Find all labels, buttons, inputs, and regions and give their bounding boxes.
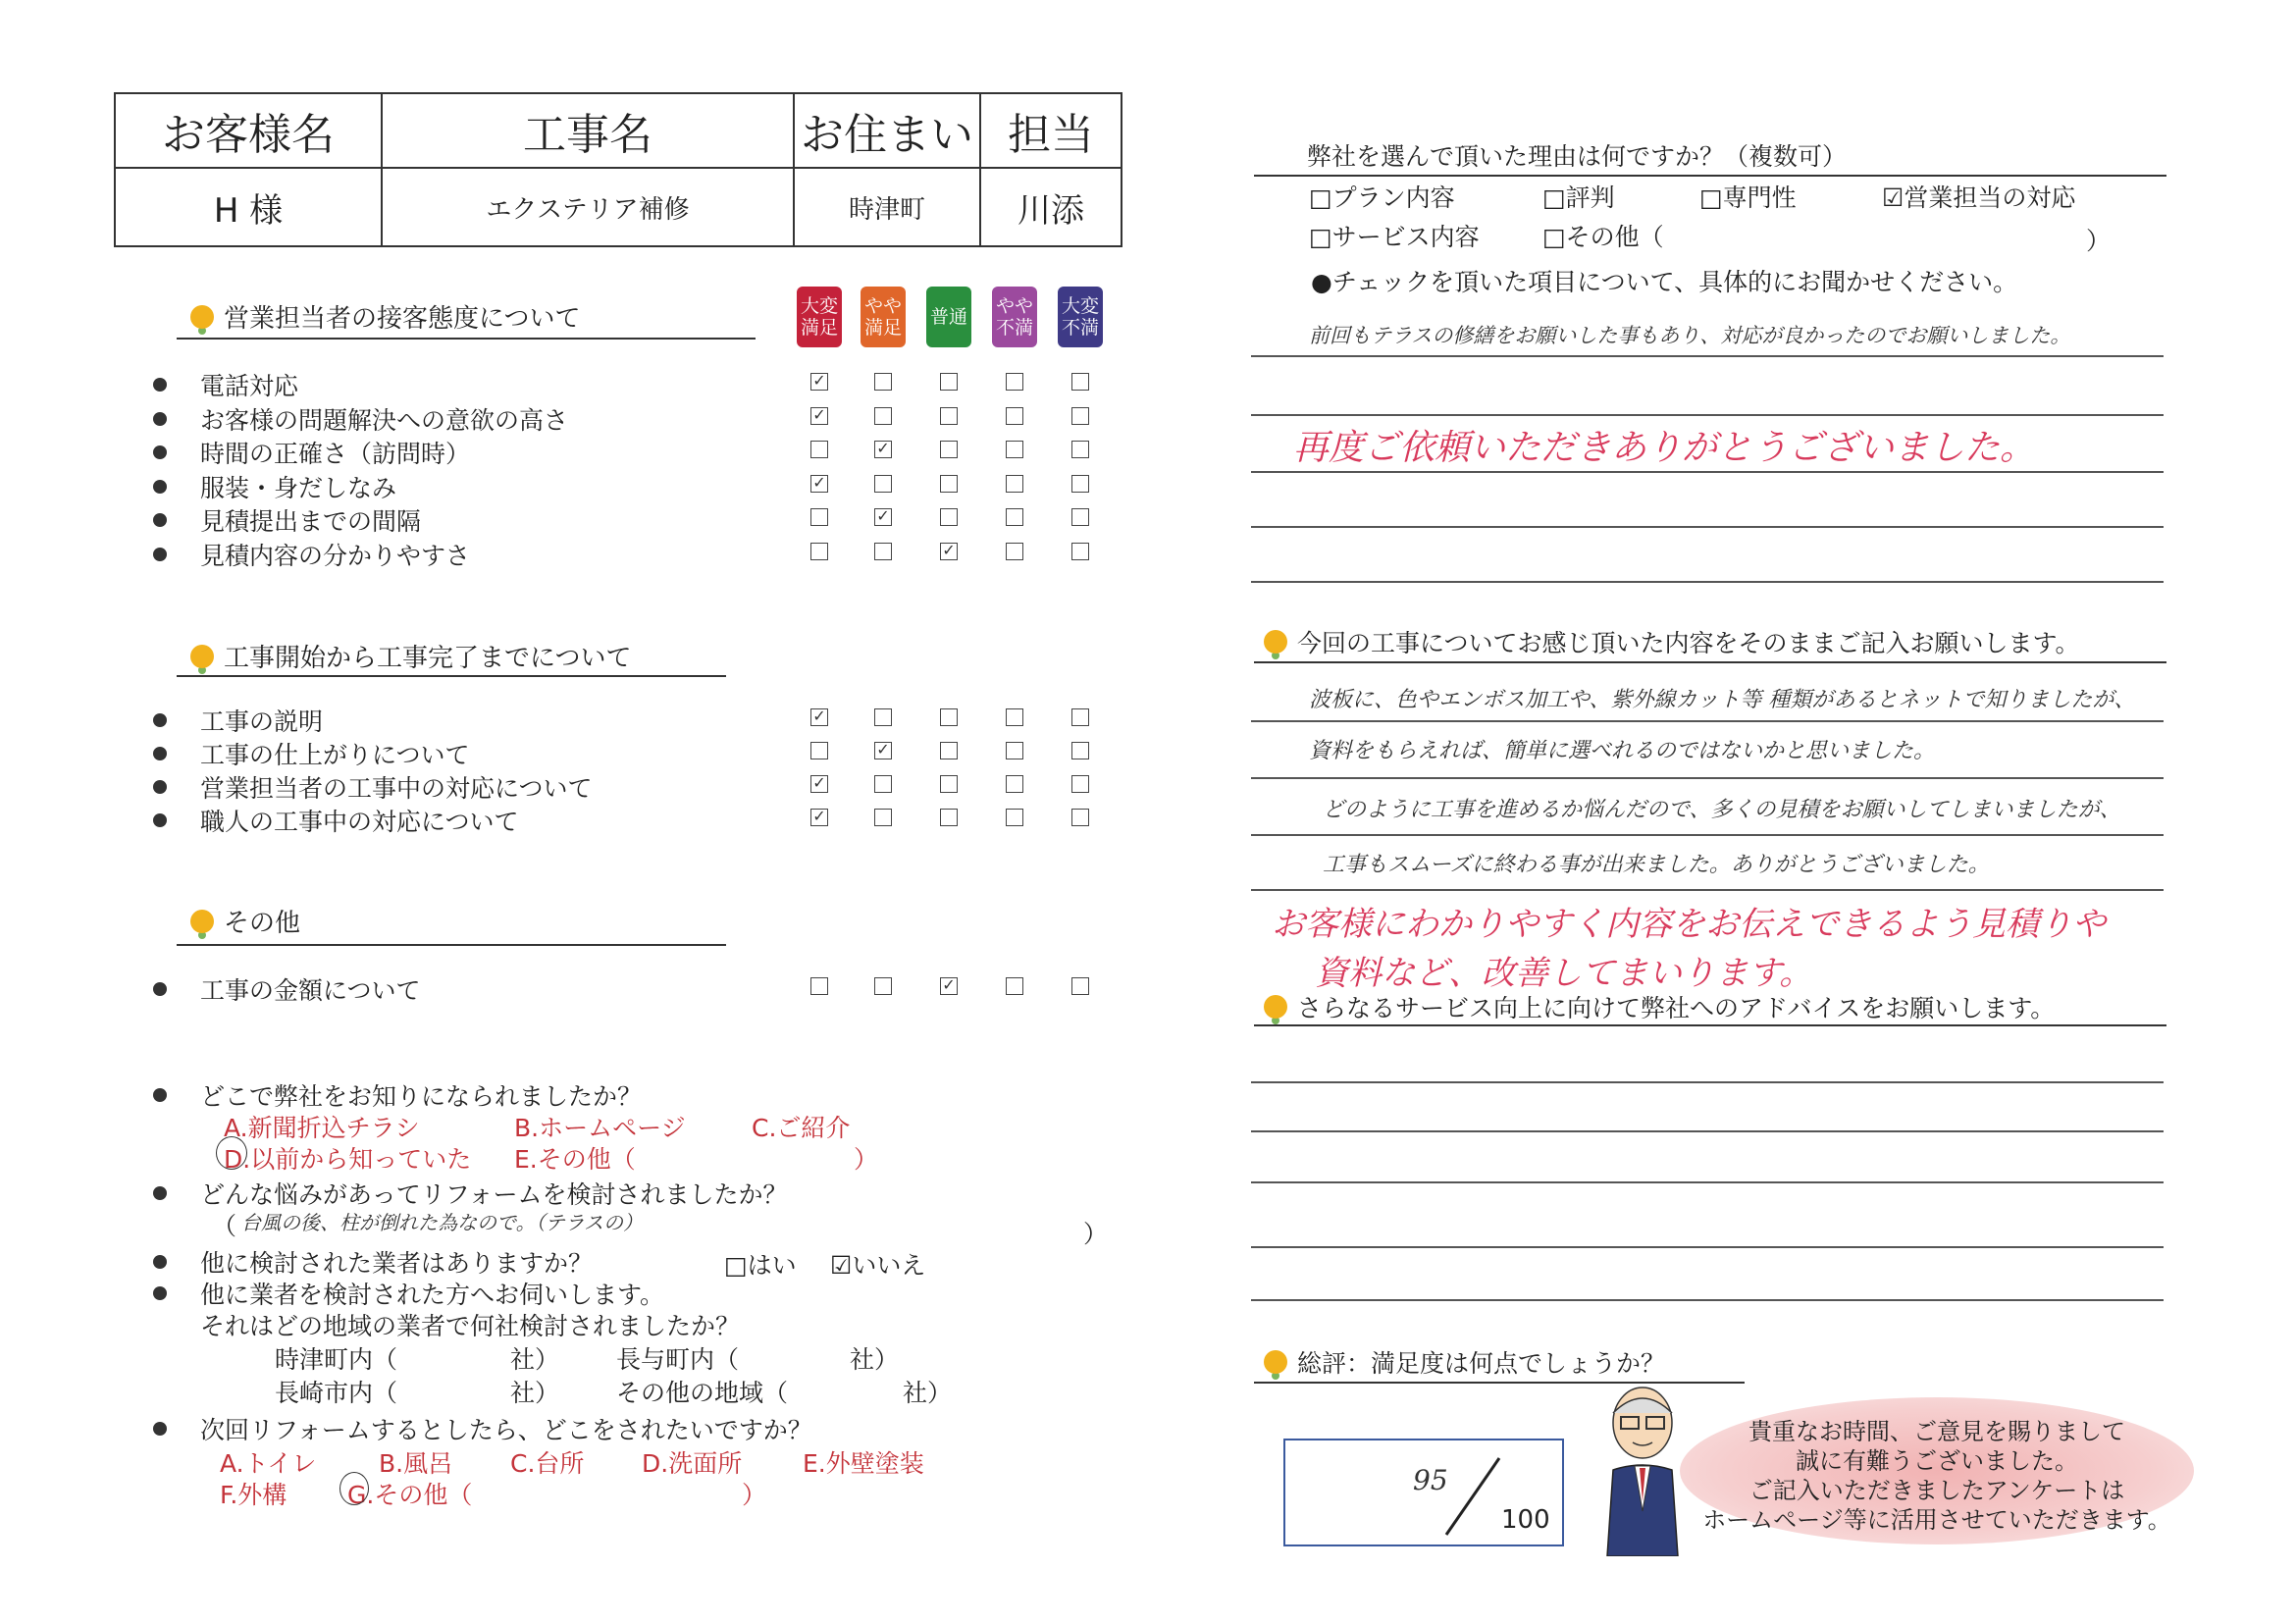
checkbox-checked[interactable]: ✓ xyxy=(810,475,828,493)
write-line xyxy=(1251,414,2164,416)
checkbox[interactable] xyxy=(1006,475,1023,493)
option-bath: B.風呂 xyxy=(379,1449,453,1478)
write-line xyxy=(1251,1299,2164,1301)
feel-title: 今回の工事についてお感じ頂いた内容をそのままご記入お願いします。 xyxy=(1264,624,2080,659)
section-title-construction: 工事開始から工事完了までについて xyxy=(190,638,631,674)
write-line xyxy=(1251,720,2164,722)
checkbox[interactable] xyxy=(874,475,892,493)
option-homepage: B.ホームページ xyxy=(514,1114,686,1142)
checkbox[interactable] xyxy=(1071,708,1089,726)
checklist-item-label: 営業担当者の工事中の対応について xyxy=(200,774,593,803)
flower-icon xyxy=(1264,630,1287,654)
checkbox[interactable] xyxy=(1006,441,1023,458)
header-label-address: お住まい xyxy=(801,110,973,160)
option-other2-close: ） xyxy=(742,1481,767,1509)
write-line xyxy=(1251,355,2164,357)
checkbox[interactable] xyxy=(1006,407,1023,425)
feel-line-1: 波板に、色やエンボス加工や、紫外線カット等 種類があるとネットで知りましたが、 xyxy=(1309,688,2136,712)
score-value: 95 xyxy=(1413,1464,1448,1496)
option-toilet: A.トイレ xyxy=(220,1449,317,1478)
area-nagasaki-count: 社） xyxy=(510,1379,560,1407)
checkbox[interactable] xyxy=(1071,508,1089,526)
checklist-item xyxy=(153,537,470,572)
checkbox[interactable] xyxy=(874,543,892,560)
checkbox[interactable] xyxy=(940,373,958,391)
checklist-item-label: 職人の工事中の対応について xyxy=(200,808,519,836)
option-exterior-paint: E.外壁塗装 xyxy=(803,1449,924,1478)
question-concern: どんな悩みがあってリフォームを検討されましたか？ xyxy=(153,1176,788,1211)
thanks-line: 誠に有難うございました。 xyxy=(1796,1447,2078,1475)
header-table xyxy=(114,92,1122,247)
bullet-icon xyxy=(153,780,167,794)
question-vendor-area: 他に業者を検討された方へお伺いします。 xyxy=(153,1276,664,1311)
advice-underline xyxy=(1254,1024,2166,1026)
checkbox[interactable] xyxy=(810,543,828,560)
rating-label: 大変 不満 xyxy=(1058,287,1103,347)
checkbox[interactable] xyxy=(874,809,892,826)
checkbox[interactable] xyxy=(1006,742,1023,759)
checkbox[interactable] xyxy=(1006,775,1023,793)
bullet-icon xyxy=(153,480,167,494)
checkbox[interactable] xyxy=(940,809,958,826)
checkbox[interactable] xyxy=(810,508,828,526)
write-line xyxy=(1251,777,2164,779)
checkbox-checked[interactable]: ✓ xyxy=(810,407,828,425)
reply-thanks: 再度ご依頼いただきありがとうございました。 xyxy=(1293,428,2036,468)
feel-underline xyxy=(1254,661,2166,663)
section-underline xyxy=(177,338,756,340)
concern-answer: 台風の後、柱が倒れた為なので。（テラスの） xyxy=(241,1211,643,1234)
area-togitsu-count: 社） xyxy=(510,1345,560,1374)
header-label-staff: 担当 xyxy=(1008,110,1094,160)
option-newspaper: A.新聞折込チラシ xyxy=(224,1114,420,1142)
checklist-item-label: お客様の問題解決への意欲の高さ xyxy=(200,405,569,435)
checklist-item xyxy=(153,736,470,771)
checklist-item-label: 見積内容の分かりやすさ xyxy=(200,541,471,570)
bullet-icon xyxy=(153,747,167,760)
reason-detail-prompt: ●チェックを頂いた項目について、具体的にお聞かせください。 xyxy=(1311,268,2018,296)
checkbox[interactable] xyxy=(940,742,958,759)
checkbox[interactable] xyxy=(1071,977,1089,995)
checklist-item xyxy=(153,769,593,805)
reason-sales-response: ☑営業担当の対応 xyxy=(1882,183,2076,212)
checklist-item xyxy=(153,971,421,1007)
flower-icon xyxy=(190,645,214,668)
checklist-item-label: 時間の正確さ（訪問時） xyxy=(200,440,471,468)
checkbox[interactable] xyxy=(810,441,828,458)
rating-label: 普通 xyxy=(926,287,971,347)
option-exterior: F.外構 xyxy=(220,1481,287,1509)
question-other-vendors: 他に検討された業者はありますか？ xyxy=(153,1244,593,1280)
option-other: E.その他（ xyxy=(514,1145,636,1174)
area-other: その他の地域（ xyxy=(616,1379,789,1407)
checkbox[interactable] xyxy=(1071,441,1089,458)
write-line xyxy=(1251,581,2164,583)
checkbox[interactable] xyxy=(874,373,892,391)
reason-service: □サービス内容 xyxy=(1309,223,1480,251)
reason-other: □その他（ xyxy=(1542,223,1664,251)
question-vendor-area-sub: それはどの地域の業者で何社検討されましたか？ xyxy=(200,1312,741,1340)
bullet-icon xyxy=(153,412,167,426)
area-other-count: 社） xyxy=(903,1379,953,1407)
checkbox[interactable] xyxy=(1006,708,1023,726)
reason-reputation: □評判 xyxy=(1542,183,1615,212)
option-kitchen: C.台所 xyxy=(510,1449,585,1478)
checklist-item xyxy=(153,803,519,838)
checkbox-checked[interactable]: ✓ xyxy=(810,708,828,726)
rating-label: 大変 満足 xyxy=(797,287,842,347)
checkbox[interactable] xyxy=(1006,508,1023,526)
checklist-item-label: 服装・身だしなみ xyxy=(200,473,397,502)
checklist-item-label: 電話対応 xyxy=(200,372,299,400)
checkbox[interactable] xyxy=(940,708,958,726)
feel-line-3: どのように工事を進めるか悩んだので、多くの見積をお願いしてしまいましたが、 xyxy=(1323,798,2121,822)
reason-expertise: □専門性 xyxy=(1699,183,1797,212)
bullet-icon xyxy=(153,1286,167,1300)
advice-title: さらなるサービス向上に向けて弊社へのアドバイスをお願いします。 xyxy=(1264,989,2055,1024)
flower-icon xyxy=(190,910,214,933)
checkbox[interactable] xyxy=(810,742,828,759)
write-line xyxy=(1251,1181,2164,1183)
answer-no: ☑いいえ xyxy=(830,1251,926,1280)
option-washroom: D.洗面所 xyxy=(642,1449,743,1478)
score-box xyxy=(1283,1439,1564,1546)
reply-improve-2: 資料など、改善してまいります。 xyxy=(1315,954,1813,993)
write-line xyxy=(1251,526,2164,528)
reason-plan: □プラン内容 xyxy=(1309,183,1455,212)
option-other-close: ） xyxy=(854,1145,879,1174)
answer-yes: □はい xyxy=(724,1251,797,1280)
reason-underline xyxy=(1254,175,2166,177)
checkbox-checked[interactable]: ✓ xyxy=(940,543,958,560)
thanks-line: ご記入いただきましたアンケートは xyxy=(1748,1477,2125,1504)
checkbox[interactable] xyxy=(1006,977,1023,995)
write-line xyxy=(1251,1130,2164,1132)
bullet-icon xyxy=(153,513,167,527)
checkbox[interactable] xyxy=(874,977,892,995)
concern-paren-open: （ xyxy=(212,1212,237,1240)
bullet-icon xyxy=(153,982,167,996)
work-name: エクステリア補修 xyxy=(486,194,690,225)
checkbox[interactable] xyxy=(1006,809,1023,826)
checklist-item xyxy=(153,502,421,538)
mascot-illustration xyxy=(1593,1384,1692,1556)
header-label-work: 工事名 xyxy=(523,110,652,160)
checkbox-checked[interactable]: ✓ xyxy=(810,373,828,391)
checkbox[interactable] xyxy=(810,977,828,995)
bullet-icon xyxy=(153,445,167,459)
write-line xyxy=(1251,1081,2164,1083)
section-underline xyxy=(177,675,726,677)
checklist-item-label: 工事の仕上がりについて xyxy=(200,741,470,769)
checkbox[interactable] xyxy=(940,407,958,425)
flower-icon xyxy=(1264,1350,1287,1374)
checkbox[interactable] xyxy=(1006,543,1023,560)
thanks-message xyxy=(1680,1417,2194,1535)
checklist-item xyxy=(153,367,298,402)
bullet-icon xyxy=(153,1422,167,1436)
rating-label: やや 満足 xyxy=(861,287,906,347)
circle-mark xyxy=(339,1472,369,1505)
question-next-reform: 次回リフォームするとしたら、どこをされたいですか？ xyxy=(153,1411,812,1446)
reason-title: 弊社を選んで頂いた理由は何ですか？（複数可） xyxy=(1307,142,1848,171)
reply-improve-1: お客様にわかりやすく内容をお伝えできるよう見積りや xyxy=(1272,905,2106,944)
checklist-item-label: 工事の説明 xyxy=(200,707,324,736)
checklist-item-label: 見積提出までの間隔 xyxy=(200,507,422,536)
checklist-item xyxy=(153,435,470,470)
area-nagayo: 長与町内（ xyxy=(616,1345,740,1374)
concern-paren-close: ） xyxy=(1083,1220,1109,1248)
checkbox-checked[interactable]: ✓ xyxy=(874,508,892,526)
option-known-before: D.以前から知っていた xyxy=(224,1145,472,1174)
checkbox[interactable] xyxy=(940,441,958,458)
feel-line-2: 資料をもらえれば、簡単に選べれるのではないかと思いました。 xyxy=(1309,739,1936,763)
bullet-icon xyxy=(153,1088,167,1102)
feel-line-4: 工事もスムーズに終わる事が出来ました。ありがとうございました。 xyxy=(1323,853,1990,877)
write-line xyxy=(1251,471,2164,473)
section-title-other: その他 xyxy=(190,903,300,939)
checkbox[interactable] xyxy=(874,407,892,425)
bullet-icon xyxy=(153,1255,167,1269)
checklist-item-label: 工事の金額について xyxy=(200,976,421,1005)
section-underline xyxy=(177,944,726,946)
rating-label: やや 不満 xyxy=(992,287,1037,347)
checkbox[interactable] xyxy=(874,708,892,726)
flower-icon xyxy=(1264,995,1287,1019)
score-title: 総評：満足度は何点でしょうか？ xyxy=(1264,1344,1665,1380)
question-how-known: どこで弊社をお知りになられましたか？ xyxy=(153,1077,642,1113)
checkbox[interactable] xyxy=(1071,775,1089,793)
write-line xyxy=(1251,834,2164,836)
checkbox[interactable] xyxy=(1071,475,1089,493)
customer-name: H 様 xyxy=(213,190,284,231)
area-togitsu: 時津町内（ xyxy=(275,1345,398,1374)
checkbox-checked[interactable]: ✓ xyxy=(874,742,892,759)
reason-other-close: ） xyxy=(2086,227,2112,255)
checkbox[interactable] xyxy=(1071,742,1089,759)
checkbox[interactable] xyxy=(1071,809,1089,826)
checkbox[interactable] xyxy=(1006,373,1023,391)
thanks-line: ホームページ等に活用させていただきます。 xyxy=(1702,1506,2171,1534)
thanks-line: 貴重なお時間、ご意見を賜りまして xyxy=(1748,1418,2125,1445)
bullet-icon xyxy=(153,548,167,561)
checkbox[interactable] xyxy=(940,775,958,793)
write-line xyxy=(1251,1246,2164,1248)
section-title-sales: 営業担当者の接客態度について xyxy=(190,298,580,335)
write-line xyxy=(1251,889,2164,891)
checkbox-checked[interactable]: ✓ xyxy=(874,441,892,458)
staff-name: 川添 xyxy=(1018,190,1084,231)
checkbox[interactable] xyxy=(874,775,892,793)
area-nagasaki: 長崎市内（ xyxy=(275,1379,398,1407)
bullet-icon xyxy=(153,378,167,392)
checkbox-checked[interactable]: ✓ xyxy=(810,809,828,826)
option-other2: G.その他（ xyxy=(347,1481,473,1509)
header-label-customer: お客様名 xyxy=(162,110,335,160)
checklist-item xyxy=(153,703,323,738)
checklist-item xyxy=(153,469,396,504)
address: 時津町 xyxy=(848,194,925,225)
checkbox-checked[interactable]: ✓ xyxy=(810,775,828,793)
reason-answer: 前回もテラスの修繕をお願いした事もあり、対応が良かったのでお願いしました。 xyxy=(1309,324,2071,347)
option-referral: C.ご紹介 xyxy=(752,1114,851,1142)
checkbox[interactable] xyxy=(1071,543,1089,560)
checkbox[interactable] xyxy=(940,508,958,526)
circle-mark xyxy=(216,1136,247,1170)
bullet-icon xyxy=(153,1186,167,1200)
checkbox[interactable] xyxy=(1071,373,1089,391)
score-max: 100 xyxy=(1501,1505,1550,1535)
checkbox[interactable] xyxy=(1071,407,1089,425)
checklist-item xyxy=(153,401,568,437)
checkbox-checked[interactable]: ✓ xyxy=(940,977,958,995)
bullet-icon xyxy=(153,713,167,727)
checkbox[interactable] xyxy=(940,475,958,493)
flower-icon xyxy=(190,305,214,329)
bullet-icon xyxy=(153,813,167,827)
area-nagayo-count: 社） xyxy=(850,1345,900,1374)
